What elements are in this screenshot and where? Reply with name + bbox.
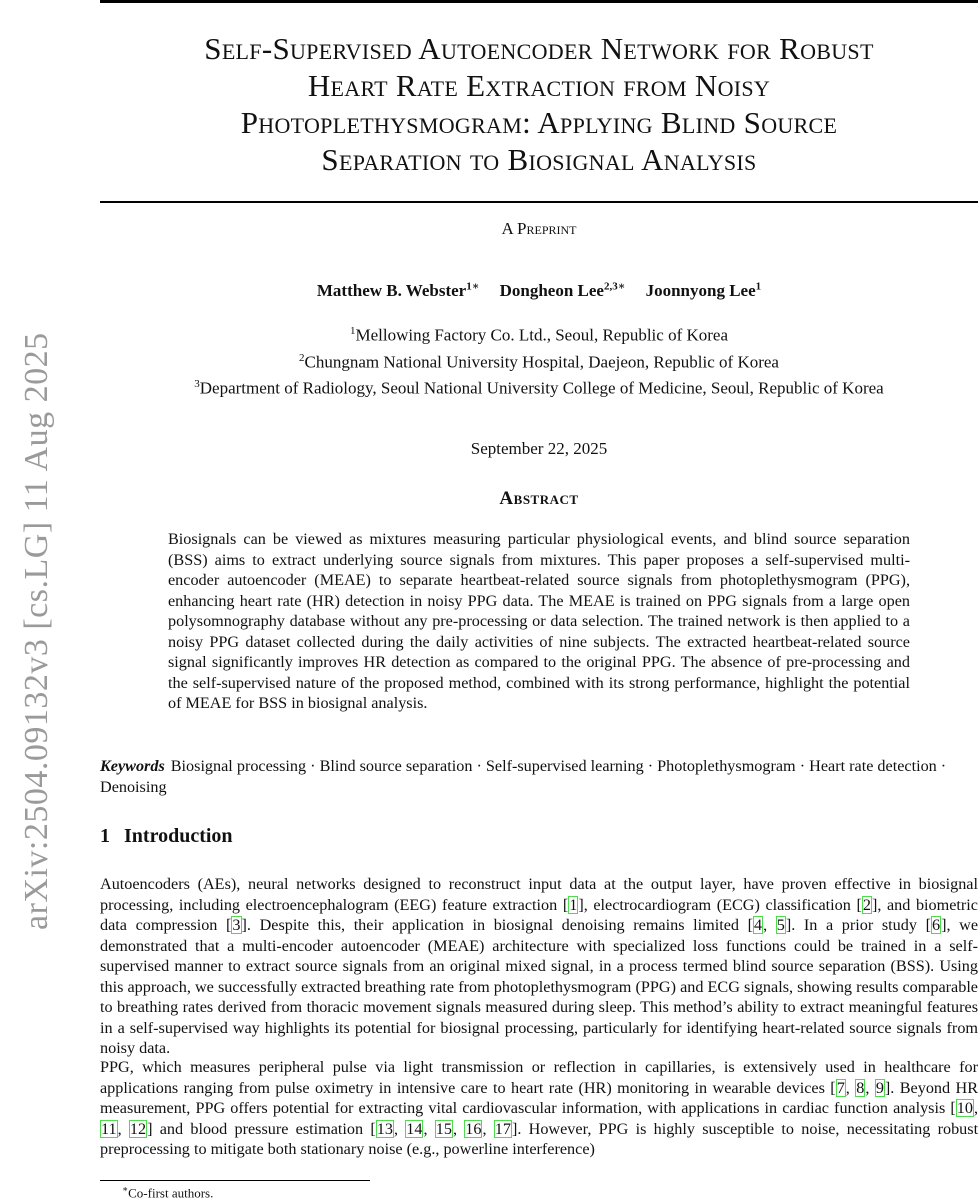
intro-paragraph-2: PPG, which measures peripheral pulse via light transmission or reflection in capillaries, is extensively used in healthcare for applications ranging from pulse oximetry in intensive care to heart rate (HR) monitoring in wearable devices [7, 8, 9]. Beyond HR measurement, PPG offers potential for extracting vital cardiovascular information, with applications in cardiac function analysis [10, 11, 12] and blood pressure estimation [13, 14, 15, 16, 17]. However, PPG is highly susceptible to noise, necessitating robust preprocessing to mitigate both stationary noise (e.g., powerline interference) bbox=[100, 1058, 979, 1158]
citation-link[interactable]: 7 bbox=[836, 1078, 845, 1097]
section-title: Introduction bbox=[124, 825, 233, 847]
author: Matthew B. Webster$^{1∗}$ bbox=[316, 280, 480, 300]
citation-link[interactable]: 13 bbox=[376, 1119, 393, 1138]
footnote-rule bbox=[100, 1180, 370, 1181]
title-line: Photoplethysmogram: Applying Blind Source bbox=[240, 105, 838, 140]
citation-link[interactable]: 2 bbox=[862, 895, 871, 914]
paper-title bbox=[100, 30, 978, 178]
affiliation: $^1$Mellowing Factory Co. Ltd., Seoul, Republic of Korea bbox=[349, 325, 729, 345]
preprint-label: A Preprint bbox=[501, 219, 577, 238]
publication-date: September 22, 2025 bbox=[470, 439, 608, 458]
affiliation: $^3$Department of Radiology, Seoul National University College of Medicine, Seoul, Republic of Korea bbox=[194, 378, 884, 398]
citation-link[interactable]: 5 bbox=[776, 916, 785, 934]
section-heading bbox=[100, 825, 233, 848]
affiliation: $^2$Chungnam National University Hospital, Daejeon, Republic of Korea bbox=[299, 351, 779, 372]
citation-link[interactable]: 4 bbox=[753, 916, 763, 934]
citation-link[interactable]: 17 bbox=[494, 1119, 511, 1138]
title-line: Heart Rate Extraction from Noisy bbox=[307, 68, 771, 103]
intro-paragraph-1: Autoencoders (AEs), neural networks designed to reconstruct input data at the output layer, have proven effective in biosignal processing, including electroencephalogram (EEG) feature extraction [1], electrocardiogram (ECG) classification [2], and biometric data compression [3]. Despite this, their application in biosignal denoising remains limited [4, 5]. In a prior study [6], we demonstrated that a multi-encoder autoencoder (MEAE) architecture with specialized loss functions could be trained in a self-supervised manner to extract source signals from an original mixed signal, in a process termed blind source separation (BSS). Using this approach, we successfully extracted breathing rate from photoplethysmogram (PPG) and ECG signals, showing results comparable to breathing rates derived from thoracic movement signals measured during sleep. This method’s ability to extract meaningful features in a self-supervised way highlights its potential for biosignal processing, particularly for identifying heart-related source signals from noisy data. bbox=[100, 875, 979, 1057]
citation-link[interactable]: 16 bbox=[465, 1119, 482, 1138]
citation-link[interactable]: 1 bbox=[569, 895, 578, 914]
title-line: Separation to Biosignal Analysis bbox=[321, 142, 757, 177]
author: Joonnyong Lee$^1$ bbox=[645, 280, 762, 300]
footnote: ∗Co-first authors. bbox=[122, 1184, 214, 1201]
citation-link[interactable]: 8 bbox=[856, 1078, 865, 1097]
keywords-label: Keywords bbox=[100, 757, 165, 775]
keywords-list: Biosignal processing · Blind source separation · Self-supervised learning · Photoplethysmogram · Heart rate detection · Denoising bbox=[100, 757, 947, 796]
citation-link[interactable]: 10 bbox=[956, 1099, 973, 1117]
title-bottom-rule bbox=[100, 201, 978, 203]
citation-link[interactable]: 9 bbox=[875, 1078, 884, 1097]
author-list bbox=[100, 279, 978, 301]
arxiv-identifier-stamp: arXiv:2504.09132v3 [cs.LG] 11 Aug 2025 bbox=[18, 332, 55, 930]
title-top-rule bbox=[100, 0, 978, 3]
author: Dongheon Lee$^{2,3∗}$ bbox=[499, 280, 626, 300]
citation-link[interactable]: 3 bbox=[232, 916, 241, 934]
section-number: 1 bbox=[100, 825, 110, 847]
citation-link[interactable]: 12 bbox=[129, 1119, 147, 1138]
citation-link[interactable]: 14 bbox=[406, 1119, 423, 1138]
title-line: Self-Supervised Autoencoder Network for Robust bbox=[204, 31, 874, 66]
citation-link[interactable]: 11 bbox=[101, 1119, 117, 1138]
abstract-heading: Abstract bbox=[499, 488, 579, 509]
citation-link[interactable]: 15 bbox=[435, 1119, 452, 1138]
citation-link[interactable]: 6 bbox=[931, 916, 941, 934]
affiliation-list bbox=[100, 320, 978, 400]
abstract-body: Biosignals can be viewed as mixtures measuring particular physiological events, and blind source separation (BSS) aims to extract underlying source signals from mixtures. This paper proposes a self-supervised multi-encoder autoencoder (MEAE) to separate heartbeat-related source signals from photoplethysmogram (PPG), enhancing heart rate (HR) detection in noisy PPG data. The MEAE is trained on PPG signals from a large open polysomnography database without any pre-processing or data selection. The trained network is then applied to a noisy PPG dataset collected during the daily activities of nine subjects. The extracted heartbeat-related source signal significantly improves HR detection as compared to the original PPG. The absence of pre-processing and the self-supervised nature of the proposed method, combined with its strong performance, highlight the potential of MEAE for BSS in biosignal analysis. bbox=[168, 530, 910, 712]
keywords bbox=[100, 756, 978, 797]
